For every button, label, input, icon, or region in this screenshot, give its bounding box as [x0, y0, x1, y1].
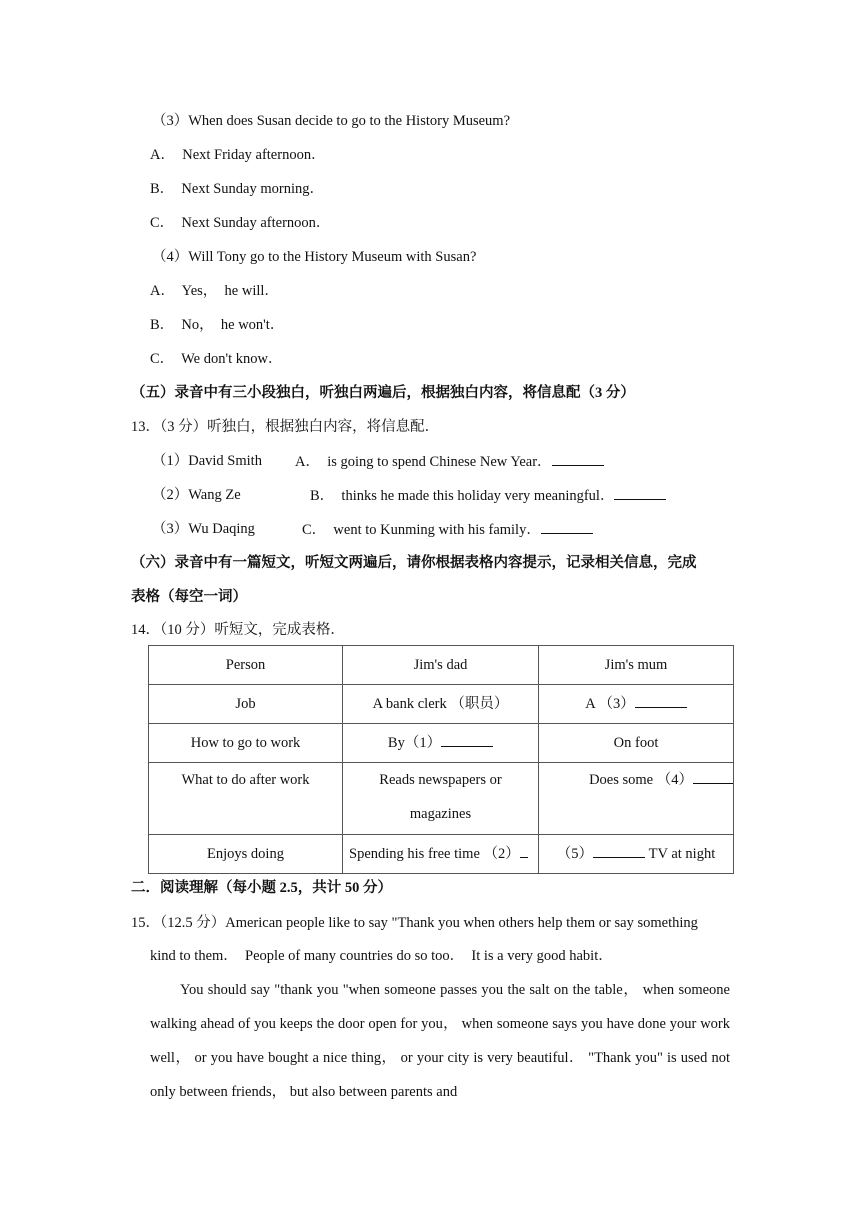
table-cell: How to go to work — [149, 724, 343, 763]
section-6-heading: （六）录音中有一篇短文，听短文两遍后，请你根据表格内容提示，记录相关信息，完成 — [131, 555, 697, 571]
question-12-4-stem: （4）Will Tony go to the History Museum with Susan? — [152, 249, 477, 265]
match-option: B． thinks he made this holiday very meaningful． — [310, 485, 666, 506]
option-b: B． No， he won't． — [150, 317, 285, 333]
cell-line: Reads newspapers or — [379, 772, 502, 788]
table-cell: Enjoys doing — [149, 835, 343, 874]
table-row — [149, 763, 734, 835]
question-14-stem: 14．（10 分）听短文，完成表格． — [131, 622, 345, 638]
answer-blank[interactable] — [614, 485, 666, 500]
cell-line: magazines — [409, 806, 472, 822]
match-option: C． went to Kunming with his family． — [302, 519, 593, 540]
option-c: C． We don't know． — [150, 351, 283, 367]
table-cell: By（1） — [343, 724, 539, 763]
section-5-heading: （五）录音中有三小段独白，听独白两遍后，根据独白内容，将信息配（3 分） — [131, 385, 635, 401]
table-cell: （5） TV at night — [539, 835, 734, 874]
passage-paragraph: You should say "thank you "when someone passes you the salt on the table， when someone walking ahead of you keeps the door open for you， when someone says you have done your work well， or you have bought a nice thing， or your city is very beautiful． "Thank you" is used not only between friends， but also between parents and — [150, 982, 730, 1100]
answer-blank[interactable] — [520, 843, 528, 858]
question-15-intro-cont: kind to them． People of many countries do so too． It is a very good habit． — [150, 948, 613, 964]
question-12-3-stem: （3）When does Susan decide to go to the History Museum? — [152, 113, 511, 129]
answer-blank[interactable] — [693, 769, 733, 784]
match-option: A． is going to spend Chinese New Year． — [295, 451, 604, 472]
part-2-heading: 二．阅读理解（每小题 2.5，共计 50 分） — [131, 880, 392, 896]
match-name: （2）Wang Ze — [152, 487, 241, 503]
table-cell: A （3） — [539, 685, 734, 724]
answer-blank[interactable] — [552, 451, 604, 466]
option-b: B． Next Sunday morning． — [150, 181, 324, 197]
table-cell: A bank clerk （职员） — [343, 685, 539, 724]
option-c: C． Next Sunday afternoon． — [150, 215, 331, 231]
option-a: A． Next Friday afternoon． — [150, 147, 326, 163]
table-row — [149, 646, 734, 685]
table-row — [149, 835, 734, 874]
answer-blank[interactable] — [441, 732, 493, 747]
match-name: （1）David Smith — [152, 453, 262, 469]
question-13-stem: 13．（3 分）听独白，根据独白内容，将信息配． — [131, 419, 440, 435]
table-cell: Job — [149, 685, 343, 724]
table-header: Jim's mum — [539, 646, 734, 685]
table-cell: Does some （4） — [539, 763, 734, 835]
match-name: （3）Wu Daqing — [152, 521, 255, 537]
info-table — [148, 645, 734, 874]
table-cell: What to do after work — [149, 763, 343, 835]
table-cell — [343, 763, 539, 835]
table-header: Jim's dad — [343, 646, 539, 685]
section-6-heading-cont: 表格（每空一词） — [131, 589, 247, 605]
table-cell: On foot — [539, 724, 734, 763]
table-row — [149, 724, 734, 763]
answer-blank[interactable] — [635, 693, 687, 708]
option-a: A． Yes， he will． — [150, 283, 279, 299]
answer-blank[interactable] — [593, 843, 645, 858]
table-cell: Spending his free time （2） — [343, 835, 539, 874]
table-header: Person — [149, 646, 343, 685]
answer-blank[interactable] — [541, 519, 593, 534]
table-row — [149, 685, 734, 724]
question-15-intro: 15．（12.5 分）American people like to say "Thank you when others help them or say something — [131, 915, 698, 931]
